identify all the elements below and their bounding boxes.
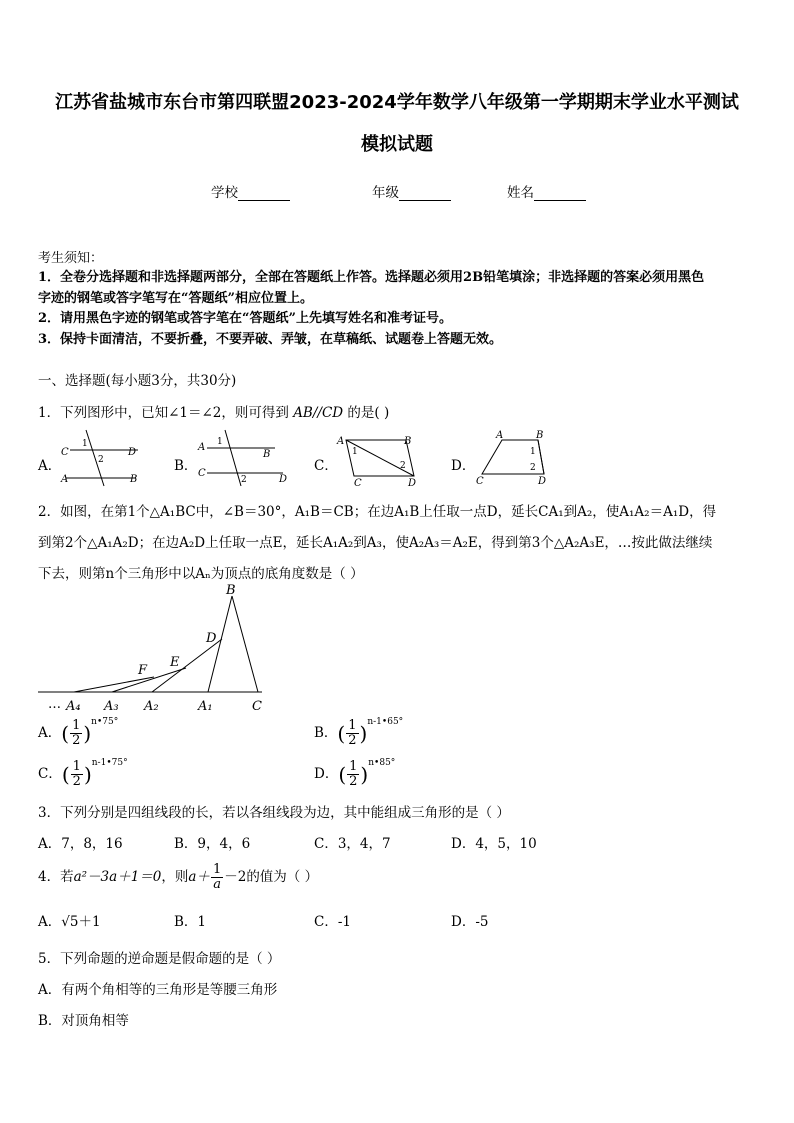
- q2-label-A3: A₃: [104, 699, 119, 714]
- paren-right: ): [360, 762, 369, 787]
- q4-fraction: [211, 863, 223, 892]
- fraction-half: [70, 719, 82, 748]
- paren-left: (: [61, 762, 70, 787]
- q2-label-B: B: [226, 583, 236, 598]
- figB-label-A: A: [198, 442, 206, 453]
- figA-label-D: D: [128, 447, 137, 458]
- fraction-half: [71, 760, 83, 789]
- q2-option-a-label: A．: [38, 725, 62, 741]
- q3-option-d[interactable]: D．4，5，10: [451, 836, 537, 852]
- figA-angle-1: 1: [82, 439, 88, 449]
- q4-pre: 4．若: [38, 869, 74, 885]
- frac-num: 1: [348, 718, 357, 733]
- q5-option-a[interactable]: A．有两个角相等的三角形是等腰三角形: [38, 982, 278, 998]
- q2-label-E: E: [170, 655, 180, 670]
- q2-option-a[interactable]: [38, 719, 118, 748]
- q1-option-a-label[interactable]: A．: [38, 458, 62, 474]
- frac-den: 2: [72, 733, 81, 748]
- fraction-half: [346, 719, 358, 748]
- figB-angle-2: 2: [241, 475, 247, 485]
- fraction-half: [347, 760, 359, 789]
- paren-left: (: [338, 762, 347, 787]
- q2-option-c-label: C．: [38, 766, 62, 782]
- q1-figure-d: [472, 428, 552, 486]
- q4-mid: ，则: [161, 869, 189, 885]
- paren-left: (: [337, 721, 346, 746]
- q2-label-F: F: [138, 663, 148, 678]
- figA-label-C: C: [61, 447, 69, 458]
- q2-option-b-label: B．: [314, 725, 338, 741]
- question-2-line-1: 2．如图，在第1个△A₁BC中，∠B＝30°，A₁B＝CB；在边A₁B上任取一点D，延长CA₁到A₂，使A₁A₂＝A₁D，得: [38, 504, 717, 520]
- frac-num: 1: [72, 718, 81, 733]
- q1-option-c-label[interactable]: C．: [314, 458, 338, 474]
- paren-left: (: [61, 721, 70, 746]
- figB-label-C: C: [198, 468, 206, 479]
- frac-num: 1: [212, 862, 222, 877]
- q5-option-b[interactable]: B．对顶角相等: [38, 1013, 129, 1029]
- q3-option-c[interactable]: C．3，4，7: [314, 836, 391, 852]
- exponent: n: [368, 758, 375, 768]
- question-2-line-3: 下去，则第n个三角形中以Aₙ为顶点的底角度数是（ ）: [38, 566, 364, 582]
- figC-label-B: B: [404, 436, 412, 447]
- q4-option-d[interactable]: D．-5: [451, 914, 489, 930]
- q2-label-A2: A₂: [144, 699, 159, 714]
- q1-option-d-label[interactable]: D．: [451, 458, 476, 474]
- question-5-text: 5．下列命题的逆命题是假命题的是（ ）: [38, 951, 281, 967]
- q4-expr-a: a＋: [188, 869, 210, 885]
- name-label: 姓名: [507, 185, 534, 201]
- figC-label-A: A: [337, 436, 345, 447]
- notice-item-1a: 1．全卷分选择题和非选择题两部分，全部在答题纸上作答。选择题必须用2B铅笔填涂；非选择题的答案必须用黑色: [38, 270, 705, 285]
- q4-option-a[interactable]: [38, 910, 101, 930]
- notice-heading: 考生须知：: [38, 251, 104, 266]
- q3-option-b[interactable]: B．9，4，6: [174, 836, 251, 852]
- figD-label-A: A: [496, 430, 504, 441]
- q4-equation: a²－3a＋1＝0: [73, 869, 162, 885]
- figB-label-B: B: [263, 449, 271, 460]
- frac-den: 2: [72, 774, 81, 789]
- q4-option-a-label: A．: [38, 914, 62, 930]
- question-2-line-2: 到第2个△A₁A₂D；在边A₂D上任取一点E，延长A₁A₂到A₃，使A₂A₃＝A₂E，得到第3个△A₂A₃E，…按此做法继续: [38, 535, 713, 551]
- q2-label-A1: A₁: [198, 699, 213, 714]
- question-1-text: [38, 401, 389, 421]
- figA-label-A: A: [61, 474, 69, 485]
- q1-pre: 1．下列图形中，已知∠1＝∠2，则可得到: [38, 405, 289, 421]
- q2-option-d-label: D．: [314, 766, 339, 782]
- degree-value: •65°: [381, 717, 404, 727]
- exponent: n-1: [91, 758, 107, 768]
- figC-label-C: C: [354, 478, 362, 488]
- figD-label-C: C: [476, 476, 484, 486]
- q2-label-A4: A₄: [66, 699, 81, 714]
- q2-label-C: C: [252, 699, 262, 714]
- paren-right: ): [83, 721, 92, 746]
- q4-option-a-value: √5＋1: [61, 914, 101, 930]
- notice-item-1b: 字迹的钢笔或答字笔写在“答题纸”相应位置上。: [38, 291, 313, 306]
- frac-num: 1: [72, 759, 81, 774]
- question-4-text: [38, 860, 318, 894]
- q2-option-d[interactable]: [314, 760, 395, 789]
- figC-label-D: D: [408, 478, 417, 488]
- name-field[interactable]: [507, 181, 586, 201]
- figB-angle-1: 1: [217, 437, 223, 447]
- school-label: 学校: [211, 185, 238, 201]
- grade-field[interactable]: [372, 181, 451, 201]
- frac-num: 1: [349, 759, 358, 774]
- figC-angle-1: 1: [352, 447, 358, 457]
- q3-option-a[interactable]: A．7，8，16: [38, 836, 123, 852]
- frac-den: 2: [349, 774, 358, 789]
- page-subtitle: 模拟试题: [361, 134, 433, 155]
- q2-option-b[interactable]: [314, 719, 403, 748]
- section-heading: 一、选择题(每小题3分，共30分): [38, 373, 237, 389]
- name-blank[interactable]: [534, 187, 586, 201]
- notice-item-3: 3．保持卡面清洁，不要折叠，不要弄破、弄皱，在草稿纸、试题卷上答题无效。: [38, 332, 503, 347]
- grade-blank[interactable]: [399, 187, 451, 201]
- q1-figure-c: [334, 432, 424, 488]
- q4-post: 的值为（ ）: [246, 869, 319, 885]
- degree-value: •75°: [96, 717, 119, 727]
- page-title: 江苏省盐城市东台市第四联盟2023-2024学年数学八年级第一学期期末学业水平测试: [55, 92, 739, 113]
- school-field[interactable]: [211, 181, 290, 201]
- q2-label-D: D: [206, 631, 217, 646]
- figD-label-B: B: [536, 430, 544, 441]
- exponent: n-1: [367, 717, 382, 727]
- figA-label-B: B: [130, 474, 138, 485]
- figB-label-D: D: [279, 474, 288, 485]
- figC-angle-2: 2: [400, 461, 406, 471]
- q1-post: 的是( ): [347, 405, 390, 421]
- figD-angle-1: 1: [530, 447, 536, 457]
- exponent: n: [91, 717, 97, 727]
- school-blank[interactable]: [238, 187, 290, 201]
- q2-figure: [36, 582, 276, 714]
- q2-label-dots: …: [48, 697, 61, 712]
- paren-right: ): [83, 762, 92, 787]
- grade-label: 年级: [372, 185, 399, 201]
- q4-option-b[interactable]: B．1: [174, 914, 207, 930]
- figD-label-D: D: [538, 476, 547, 486]
- q4-expr-tail: －2: [224, 869, 247, 885]
- notice-item-2: 2．请用黑色字迹的钢笔或答字笔在“答题纸”上先填写姓名和准考证号。: [38, 311, 453, 326]
- figD-angle-2: 2: [530, 463, 536, 473]
- figA-angle-2: 2: [98, 455, 104, 465]
- frac-den: a: [213, 877, 221, 892]
- q4-option-c[interactable]: C．-1: [314, 914, 351, 930]
- q1-math: AB//CD: [293, 405, 344, 421]
- q1-figure-a: [58, 428, 148, 488]
- frac-den: 2: [348, 733, 357, 748]
- degree-value: •75°: [106, 758, 128, 768]
- q1-figure-b: [195, 428, 295, 488]
- paren-right: ): [359, 721, 368, 746]
- q1-option-b-label[interactable]: B．: [174, 458, 198, 474]
- question-3-text: 3．下列分别是四组线段的长，若以各组线段为边，其中能组成三角形的是（ ）: [38, 805, 510, 821]
- degree-value: •85°: [374, 758, 396, 768]
- q2-option-c[interactable]: [38, 760, 128, 789]
